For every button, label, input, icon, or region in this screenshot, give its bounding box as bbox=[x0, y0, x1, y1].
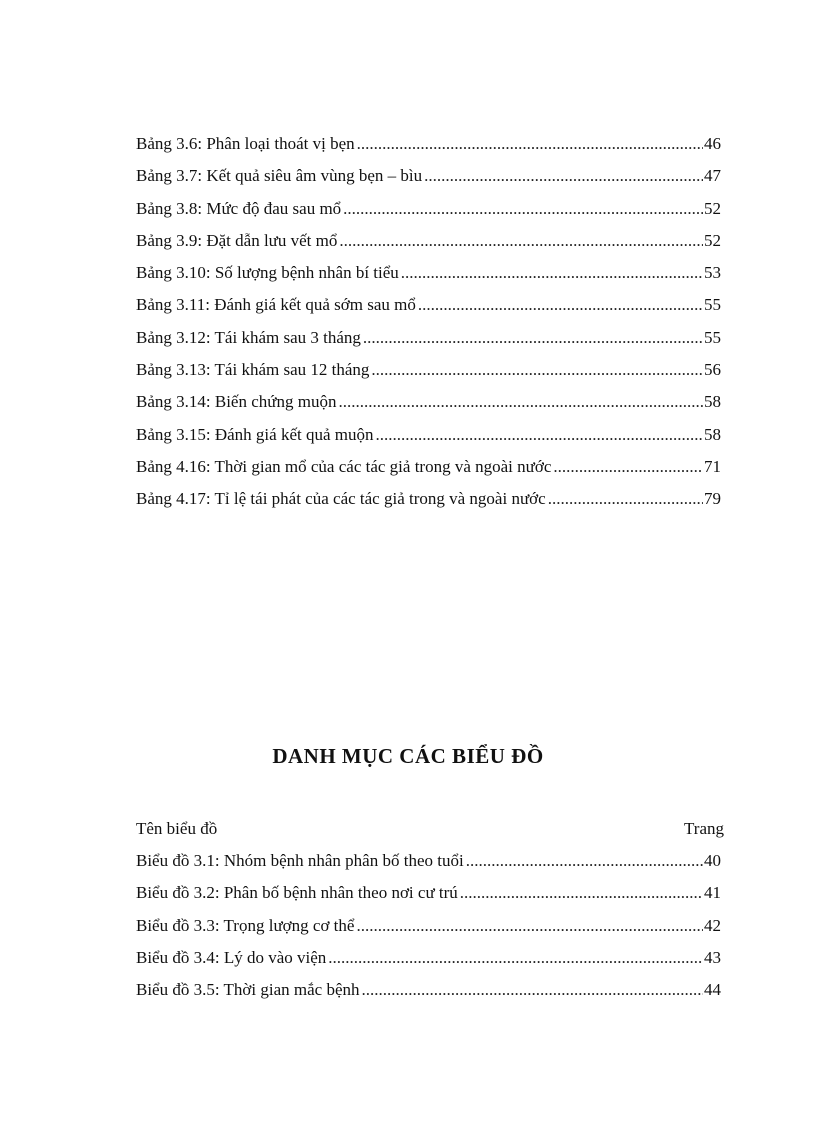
toc-entry-label: Biểu đồ 3.5: Thời gian mắc bệnh bbox=[136, 980, 360, 1000]
toc-entry-page: 41 bbox=[704, 883, 721, 903]
toc-entry-label: Bảng 3.7: Kết quả siêu âm vùng bẹn – bìu bbox=[136, 166, 423, 186]
toc-entry-page: 43 bbox=[704, 947, 721, 967]
toc-entry-page: 42 bbox=[704, 915, 721, 935]
toc-entry-page: 79 bbox=[704, 489, 721, 509]
toc-entry bbox=[136, 848, 721, 880]
toc-entry-label: Biểu đồ 3.4: Lý do vào viện bbox=[136, 947, 327, 967]
dot-leader bbox=[466, 848, 703, 874]
dot-leader bbox=[424, 163, 703, 189]
toc-entry-page: 46 bbox=[704, 134, 721, 153]
toc-entry bbox=[136, 357, 721, 389]
toc-entry-label: Bảng 3.10: Số lượng bệnh nhân bí tiểu bbox=[136, 263, 399, 283]
column-page-header: Trang bbox=[684, 819, 724, 838]
toc-entry-label: Bảng 4.16: Thời gian mổ của các tác giả trong và ngoài nước bbox=[136, 456, 552, 476]
toc-entry-label: Biểu đồ 3.1: Nhóm bệnh nhân phân bố theo tuổi bbox=[136, 851, 464, 870]
charts-list bbox=[136, 848, 721, 1009]
toc-entry bbox=[136, 260, 721, 292]
tables-list bbox=[136, 131, 721, 519]
toc-entry-label: Bảng 3.11: Đánh giá kết quả sớm sau mổ bbox=[136, 295, 416, 315]
toc-entry bbox=[136, 163, 721, 195]
toc-entry-page: 44 bbox=[704, 980, 721, 1000]
toc-entry bbox=[136, 228, 721, 260]
toc-entry-page: 58 bbox=[704, 392, 721, 412]
toc-entry bbox=[136, 945, 721, 977]
toc-entry-page: 52 bbox=[704, 198, 721, 218]
toc-entry bbox=[136, 486, 721, 518]
toc-entry-label: Bảng 3.15: Đánh giá kết quả muộn bbox=[136, 424, 374, 444]
dot-leader bbox=[376, 422, 704, 448]
charts-section-title: DANH MỤC CÁC BIỂU ĐỒ bbox=[272, 744, 544, 768]
toc-entry bbox=[136, 880, 721, 912]
toc-entry bbox=[136, 913, 721, 945]
dot-leader bbox=[357, 131, 703, 157]
toc-entry-page: 55 bbox=[704, 295, 721, 315]
charts-list-header bbox=[136, 816, 724, 842]
toc-entry-page: 40 bbox=[704, 851, 721, 870]
column-name-header: Tên biểu đồ bbox=[136, 819, 218, 838]
toc-entry-label: Bảng 3.9: Đặt dẫn lưu vết mổ bbox=[136, 230, 338, 250]
toc-entry-page: 56 bbox=[704, 360, 721, 380]
toc-entry-label: Biểu đồ 3.3: Trọng lượng cơ thể bbox=[136, 915, 355, 935]
dot-leader bbox=[363, 325, 703, 351]
toc-entry bbox=[136, 196, 721, 228]
toc-entry-label: Bảng 3.14: Biến chứng muộn bbox=[136, 392, 337, 412]
dot-leader bbox=[362, 977, 704, 1003]
toc-entry bbox=[136, 422, 721, 454]
dot-leader bbox=[338, 389, 703, 415]
dot-leader bbox=[328, 945, 703, 971]
toc-entry-label: Bảng 3.13: Tái khám sau 12 tháng bbox=[136, 360, 370, 380]
toc-entry bbox=[136, 977, 721, 1009]
toc-entry-label: Bảng 3.6: Phân loại thoát vị bẹn bbox=[136, 134, 355, 153]
toc-entry-label: Bảng 4.17: Tỉ lệ tái phát của các tác giả trong và ngoài nước bbox=[136, 489, 546, 509]
toc-entry-label: Biểu đồ 3.2: Phân bố bệnh nhân theo nơi cư trú bbox=[136, 883, 458, 903]
toc-entry-page: 55 bbox=[704, 327, 721, 347]
dot-leader bbox=[418, 292, 703, 318]
toc-entry-page: 53 bbox=[704, 263, 721, 283]
toc-entry bbox=[136, 325, 721, 357]
toc-entry-page: 71 bbox=[704, 456, 721, 476]
toc-entry bbox=[136, 389, 721, 421]
toc-entry bbox=[136, 454, 721, 486]
toc-entry-page: 52 bbox=[704, 230, 721, 250]
toc-entry-page: 47 bbox=[704, 166, 721, 186]
dot-leader bbox=[371, 357, 703, 383]
toc-entry bbox=[136, 131, 721, 163]
dot-leader bbox=[460, 880, 703, 906]
dot-leader bbox=[356, 913, 703, 939]
dot-leader bbox=[548, 486, 703, 512]
dot-leader bbox=[401, 260, 703, 286]
toc-entry-label: Bảng 3.8: Mức độ đau sau mổ bbox=[136, 198, 342, 218]
dot-leader bbox=[343, 196, 703, 222]
toc-entry-page: 58 bbox=[704, 424, 721, 444]
toc-entry-label: Bảng 3.12: Tái khám sau 3 tháng bbox=[136, 327, 361, 347]
dot-leader bbox=[339, 228, 703, 254]
toc-entry bbox=[136, 292, 721, 324]
dot-leader bbox=[553, 454, 703, 480]
